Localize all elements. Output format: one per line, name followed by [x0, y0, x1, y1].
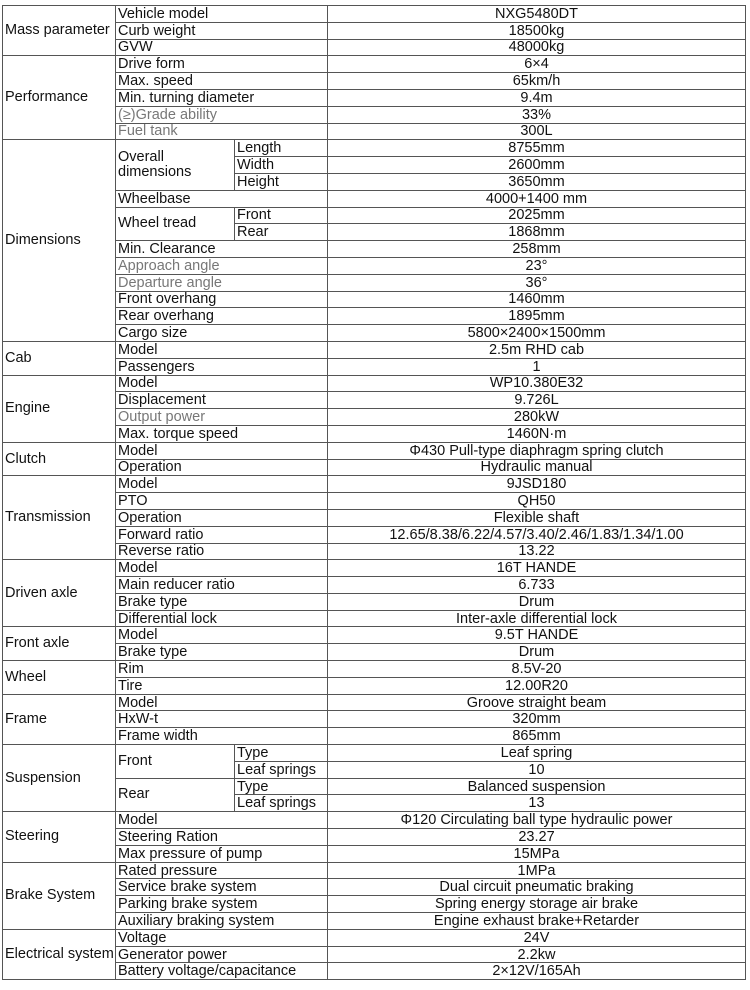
spec-value: 33%: [328, 106, 746, 123]
spec-label: Max. torque speed: [116, 425, 328, 442]
spec-value: 2600mm: [328, 157, 746, 174]
spec-row: [3, 862, 746, 879]
spec-label: Curb weight: [116, 22, 328, 39]
spec-value: Φ430 Pull-type diaphragm spring clutch: [328, 442, 746, 459]
category-cell: Wheel: [3, 661, 116, 695]
spec-value: 8.5V-20: [328, 661, 746, 678]
spec-value: 258mm: [328, 241, 746, 258]
spec-value: 10: [328, 761, 746, 778]
spec-label: Voltage: [116, 929, 328, 946]
spec-label: Type: [235, 778, 328, 795]
spec-label: Max. speed: [116, 73, 328, 90]
spec-row: [3, 341, 746, 358]
spec-value: 6.733: [328, 577, 746, 594]
spec-value: 36°: [328, 274, 746, 291]
spec-value: 2.5m RHD cab: [328, 341, 746, 358]
spec-label: GVW: [116, 39, 328, 56]
spec-label: Model: [116, 812, 328, 829]
category-cell: Suspension: [3, 745, 116, 812]
category-cell: Transmission: [3, 476, 116, 560]
spec-value: 320mm: [328, 711, 746, 728]
spec-label: Rim: [116, 661, 328, 678]
spec-value: 8755mm: [328, 140, 746, 157]
spec-value: 16T HANDE: [328, 560, 746, 577]
spec-value: 9.5T HANDE: [328, 627, 746, 644]
spec-value: 18500kg: [328, 22, 746, 39]
spec-label: Cargo size: [116, 325, 328, 342]
spec-label: Vehicle model: [116, 6, 328, 23]
spec-value: 48000kg: [328, 39, 746, 56]
spec-label: Displacement: [116, 392, 328, 409]
spec-value: Φ120 Circulating ball type hydraulic power: [328, 812, 746, 829]
spec-row: [3, 812, 746, 829]
spec-label: Length: [235, 140, 328, 157]
spec-value: 2025mm: [328, 207, 746, 224]
spec-label: HxW-t: [116, 711, 328, 728]
spec-label: Reverse ratio: [116, 543, 328, 560]
spec-value: Inter-axle differential lock: [328, 610, 746, 627]
spec-value: 9.726L: [328, 392, 746, 409]
spec-label: Width: [235, 157, 328, 174]
spec-value: Groove straight beam: [328, 694, 746, 711]
spec-value: 1868mm: [328, 224, 746, 241]
spec-value: 1MPa: [328, 862, 746, 879]
spec-value: 23.27: [328, 829, 746, 846]
spec-label: Brake type: [116, 644, 328, 661]
spec-row: [3, 694, 746, 711]
spec-label: Main reducer ratio: [116, 577, 328, 594]
spec-row: [3, 375, 746, 392]
spec-label: Model: [116, 341, 328, 358]
spec-label: Model: [116, 694, 328, 711]
spec-row: [3, 929, 746, 946]
spec-label: Operation: [116, 509, 328, 526]
spec-label: Leaf springs: [235, 795, 328, 812]
subgroup-cell: Rear: [116, 778, 235, 812]
spec-label: Parking brake system: [116, 896, 328, 913]
spec-label: Passengers: [116, 358, 328, 375]
spec-label: Wheelbase: [116, 190, 328, 207]
category-cell: Steering: [3, 812, 116, 862]
spec-label: Model: [116, 560, 328, 577]
spec-label: Fuel tank: [116, 123, 328, 140]
spec-value: Spring energy storage air brake: [328, 896, 746, 913]
spec-value: 15MPa: [328, 845, 746, 862]
spec-label: Model: [116, 442, 328, 459]
spec-label: Model: [116, 627, 328, 644]
spec-row: [3, 476, 746, 493]
category-cell: Cab: [3, 341, 116, 375]
spec-value: 300L: [328, 123, 746, 140]
spec-value: NXG5480DT: [328, 6, 746, 23]
spec-value: 1895mm: [328, 308, 746, 325]
spec-value: 65km/h: [328, 73, 746, 90]
spec-label: Differential lock: [116, 610, 328, 627]
spec-value: Flexible shaft: [328, 509, 746, 526]
spec-value: 23°: [328, 257, 746, 274]
category-cell: Brake System: [3, 862, 116, 929]
category-cell: Frame: [3, 694, 116, 744]
category-cell: Performance: [3, 56, 116, 140]
spec-label: Frame width: [116, 728, 328, 745]
spec-value: Leaf spring: [328, 745, 746, 762]
spec-value: 280kW: [328, 409, 746, 426]
spec-label: Front: [235, 207, 328, 224]
category-cell: Engine: [3, 375, 116, 442]
spec-label: Rear overhang: [116, 308, 328, 325]
spec-row: [3, 442, 746, 459]
subgroup-cell: Overall dimensions: [116, 140, 235, 190]
spec-label: Type: [235, 745, 328, 762]
spec-label: Steering Ration: [116, 829, 328, 846]
spec-label: Operation: [116, 459, 328, 476]
spec-value: 1: [328, 358, 746, 375]
category-cell: Clutch: [3, 442, 116, 476]
subgroup-cell: Front: [116, 745, 235, 779]
spec-value: 1460mm: [328, 291, 746, 308]
spec-value: 9JSD180: [328, 476, 746, 493]
spec-value: 13: [328, 795, 746, 812]
spec-row: [3, 560, 746, 577]
spec-label: Rear: [235, 224, 328, 241]
category-cell: Electrical system: [3, 929, 116, 979]
subgroup-cell: Wheel tread: [116, 207, 235, 241]
spec-value: 6×4: [328, 56, 746, 73]
spec-label: Battery voltage/capacitance: [116, 963, 328, 980]
category-cell: Front axle: [3, 627, 116, 661]
spec-label: Front overhang: [116, 291, 328, 308]
spec-value: 2.2kw: [328, 946, 746, 963]
category-cell: Dimensions: [3, 140, 116, 342]
spec-label: Auxiliary braking system: [116, 913, 328, 930]
spec-label: Height: [235, 173, 328, 190]
spec-value: 5800×2400×1500mm: [328, 325, 746, 342]
spec-row: [3, 6, 746, 23]
spec-value: Drum: [328, 644, 746, 661]
spec-label: Model: [116, 375, 328, 392]
spec-label: Departure angle: [116, 274, 328, 291]
spec-value: 12.00R20: [328, 677, 746, 694]
spec-row: [3, 627, 746, 644]
spec-value: WP10.380E32: [328, 375, 746, 392]
spec-value: Balanced suspension: [328, 778, 746, 795]
spec-label: Drive form: [116, 56, 328, 73]
spec-value: 24V: [328, 929, 746, 946]
spec-label: Min. Clearance: [116, 241, 328, 258]
spec-label: Min. turning diameter: [116, 89, 328, 106]
spec-value: 9.4m: [328, 89, 746, 106]
spec-row: [3, 56, 746, 73]
spec-value: 12.65/8.38/6.22/4.57/3.40/2.46/1.83/1.34/1.00: [328, 526, 746, 543]
spec-row: [3, 140, 746, 157]
spec-value: Engine exhaust brake+Retarder: [328, 913, 746, 930]
spec-label: PTO: [116, 493, 328, 510]
spec-value: 1460N·m: [328, 425, 746, 442]
spec-label: Tire: [116, 677, 328, 694]
category-cell: Mass parameter: [3, 6, 116, 56]
spec-value: 865mm: [328, 728, 746, 745]
spec-label: Output power: [116, 409, 328, 426]
spec-row: [3, 745, 746, 762]
spec-value: 3650mm: [328, 173, 746, 190]
spec-label: Max pressure of pump: [116, 845, 328, 862]
spec-label: Model: [116, 476, 328, 493]
spec-label: Rated pressure: [116, 862, 328, 879]
spec-label: Approach angle: [116, 257, 328, 274]
spec-label: Leaf springs: [235, 761, 328, 778]
spec-label: Generator power: [116, 946, 328, 963]
spec-label: Service brake system: [116, 879, 328, 896]
spec-row: [3, 661, 746, 678]
category-cell: Driven axle: [3, 560, 116, 627]
spec-label: (≥)Grade ability: [116, 106, 328, 123]
spec-value: 13.22: [328, 543, 746, 560]
spec-value: 2×12V/165Ah: [328, 963, 746, 980]
spec-value: QH50: [328, 493, 746, 510]
spec-value: Hydraulic manual: [328, 459, 746, 476]
spec-label: Forward ratio: [116, 526, 328, 543]
spec-value: 4000+1400 mm: [328, 190, 746, 207]
spec-value: Drum: [328, 593, 746, 610]
spec-label: Brake type: [116, 593, 328, 610]
spec-table: [2, 5, 746, 980]
spec-value: Dual circuit pneumatic braking: [328, 879, 746, 896]
